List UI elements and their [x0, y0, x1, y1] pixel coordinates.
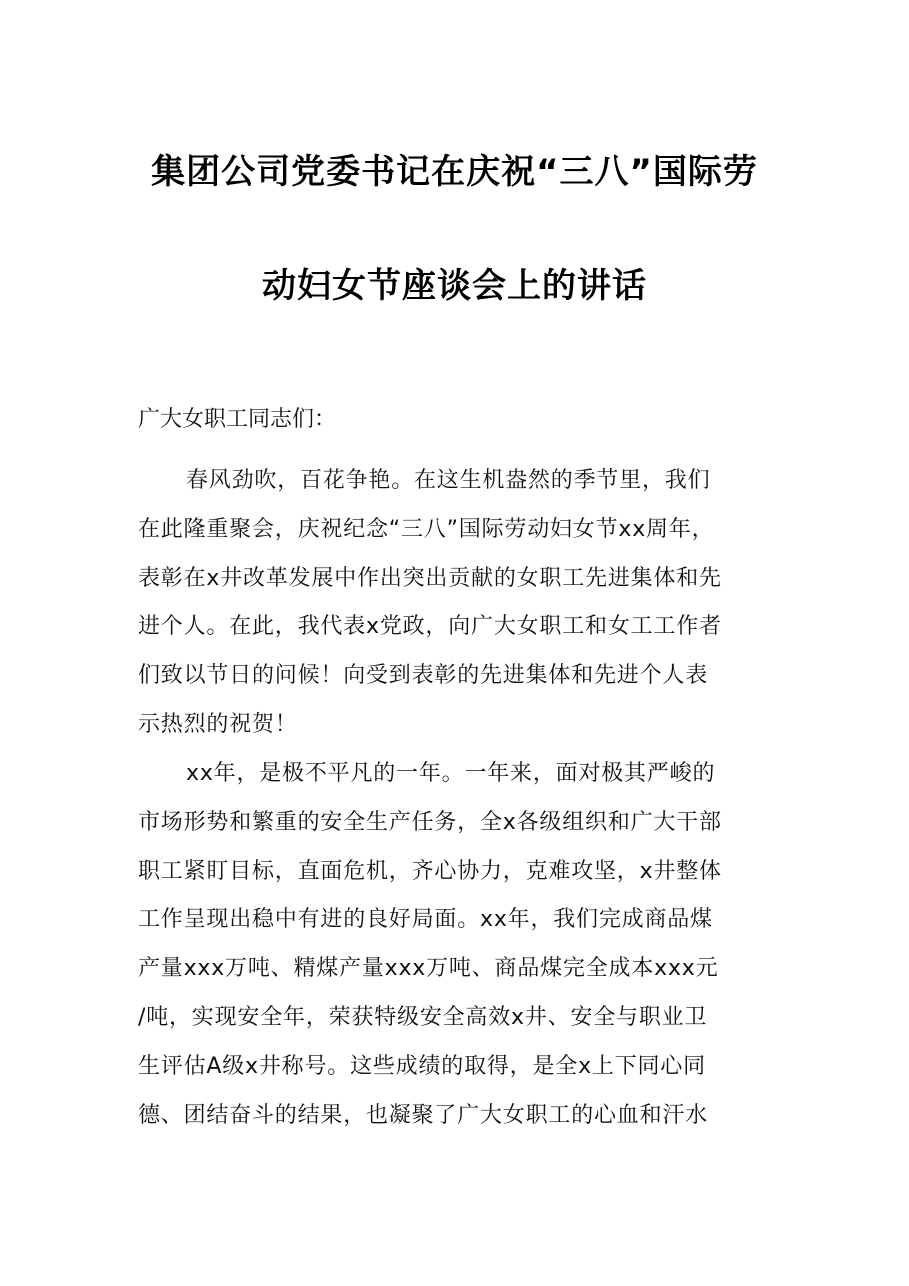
paragraph-2-line: 市场形势和繁重的安全生产任务，全x各级组织和广大干部: [138, 809, 722, 835]
paragraph-1-line: 表彰在x井改革发展中作出突出贡献的女职工先进集体和先: [138, 565, 722, 591]
paragraph-2-line: 职工紧盯目标，直面危机，齐心协力，克难攻坚，x井整体: [138, 858, 722, 884]
paragraph-1-line: 春风劲吹，百花争艳。在这生机盎然的季节里，我们: [186, 468, 711, 493]
paragraph-2-line: xx年，是极不平凡的一年。一年来，面对极其严峻的: [186, 761, 716, 786]
document-title-line-2: 动妇女节座谈会上的讲话: [262, 266, 647, 306]
paragraph-1-line: 进个人。在此，我代表x党政，向广大女职工和女工工作者: [138, 614, 722, 640]
paragraph-1-line: 们致以节日的问候！向受到表彰的先进集体和先进个人表: [138, 663, 709, 689]
paragraph-2-line: 生评估A级x井称号。这些成绩的取得，是全x上下同心同: [138, 1053, 706, 1079]
paragraph-2-line: /吨，实现安全年，荣获特级安全高效x井、安全与职业卫: [138, 1004, 708, 1030]
document-title-line-1: 集团公司党委书记在庆祝“三八”国际劳: [151, 152, 758, 192]
paragraph-1-line: 在此隆重聚会，庆祝纪念“三八”国际劳动妇女节xx周年，: [138, 516, 715, 542]
paragraph-2-line: 产量xxx万吨、精煤产量xxx万吨、商品煤完全成本xxx元: [138, 956, 719, 982]
paragraph-1-line: 示热烈的祝贺！: [138, 711, 298, 737]
paragraph-2-line: 德、团结奋斗的结果，也凝聚了广大女职工的心血和汗水: [138, 1102, 709, 1128]
paragraph-1: [138, 457, 774, 750]
paragraph-2: [138, 750, 774, 1140]
salutation: 广大女职工同志们：: [138, 407, 337, 432]
paragraph-2-line: 工作呈现出稳中有进的良好局面。xx年，我们完成商品煤: [138, 907, 713, 933]
